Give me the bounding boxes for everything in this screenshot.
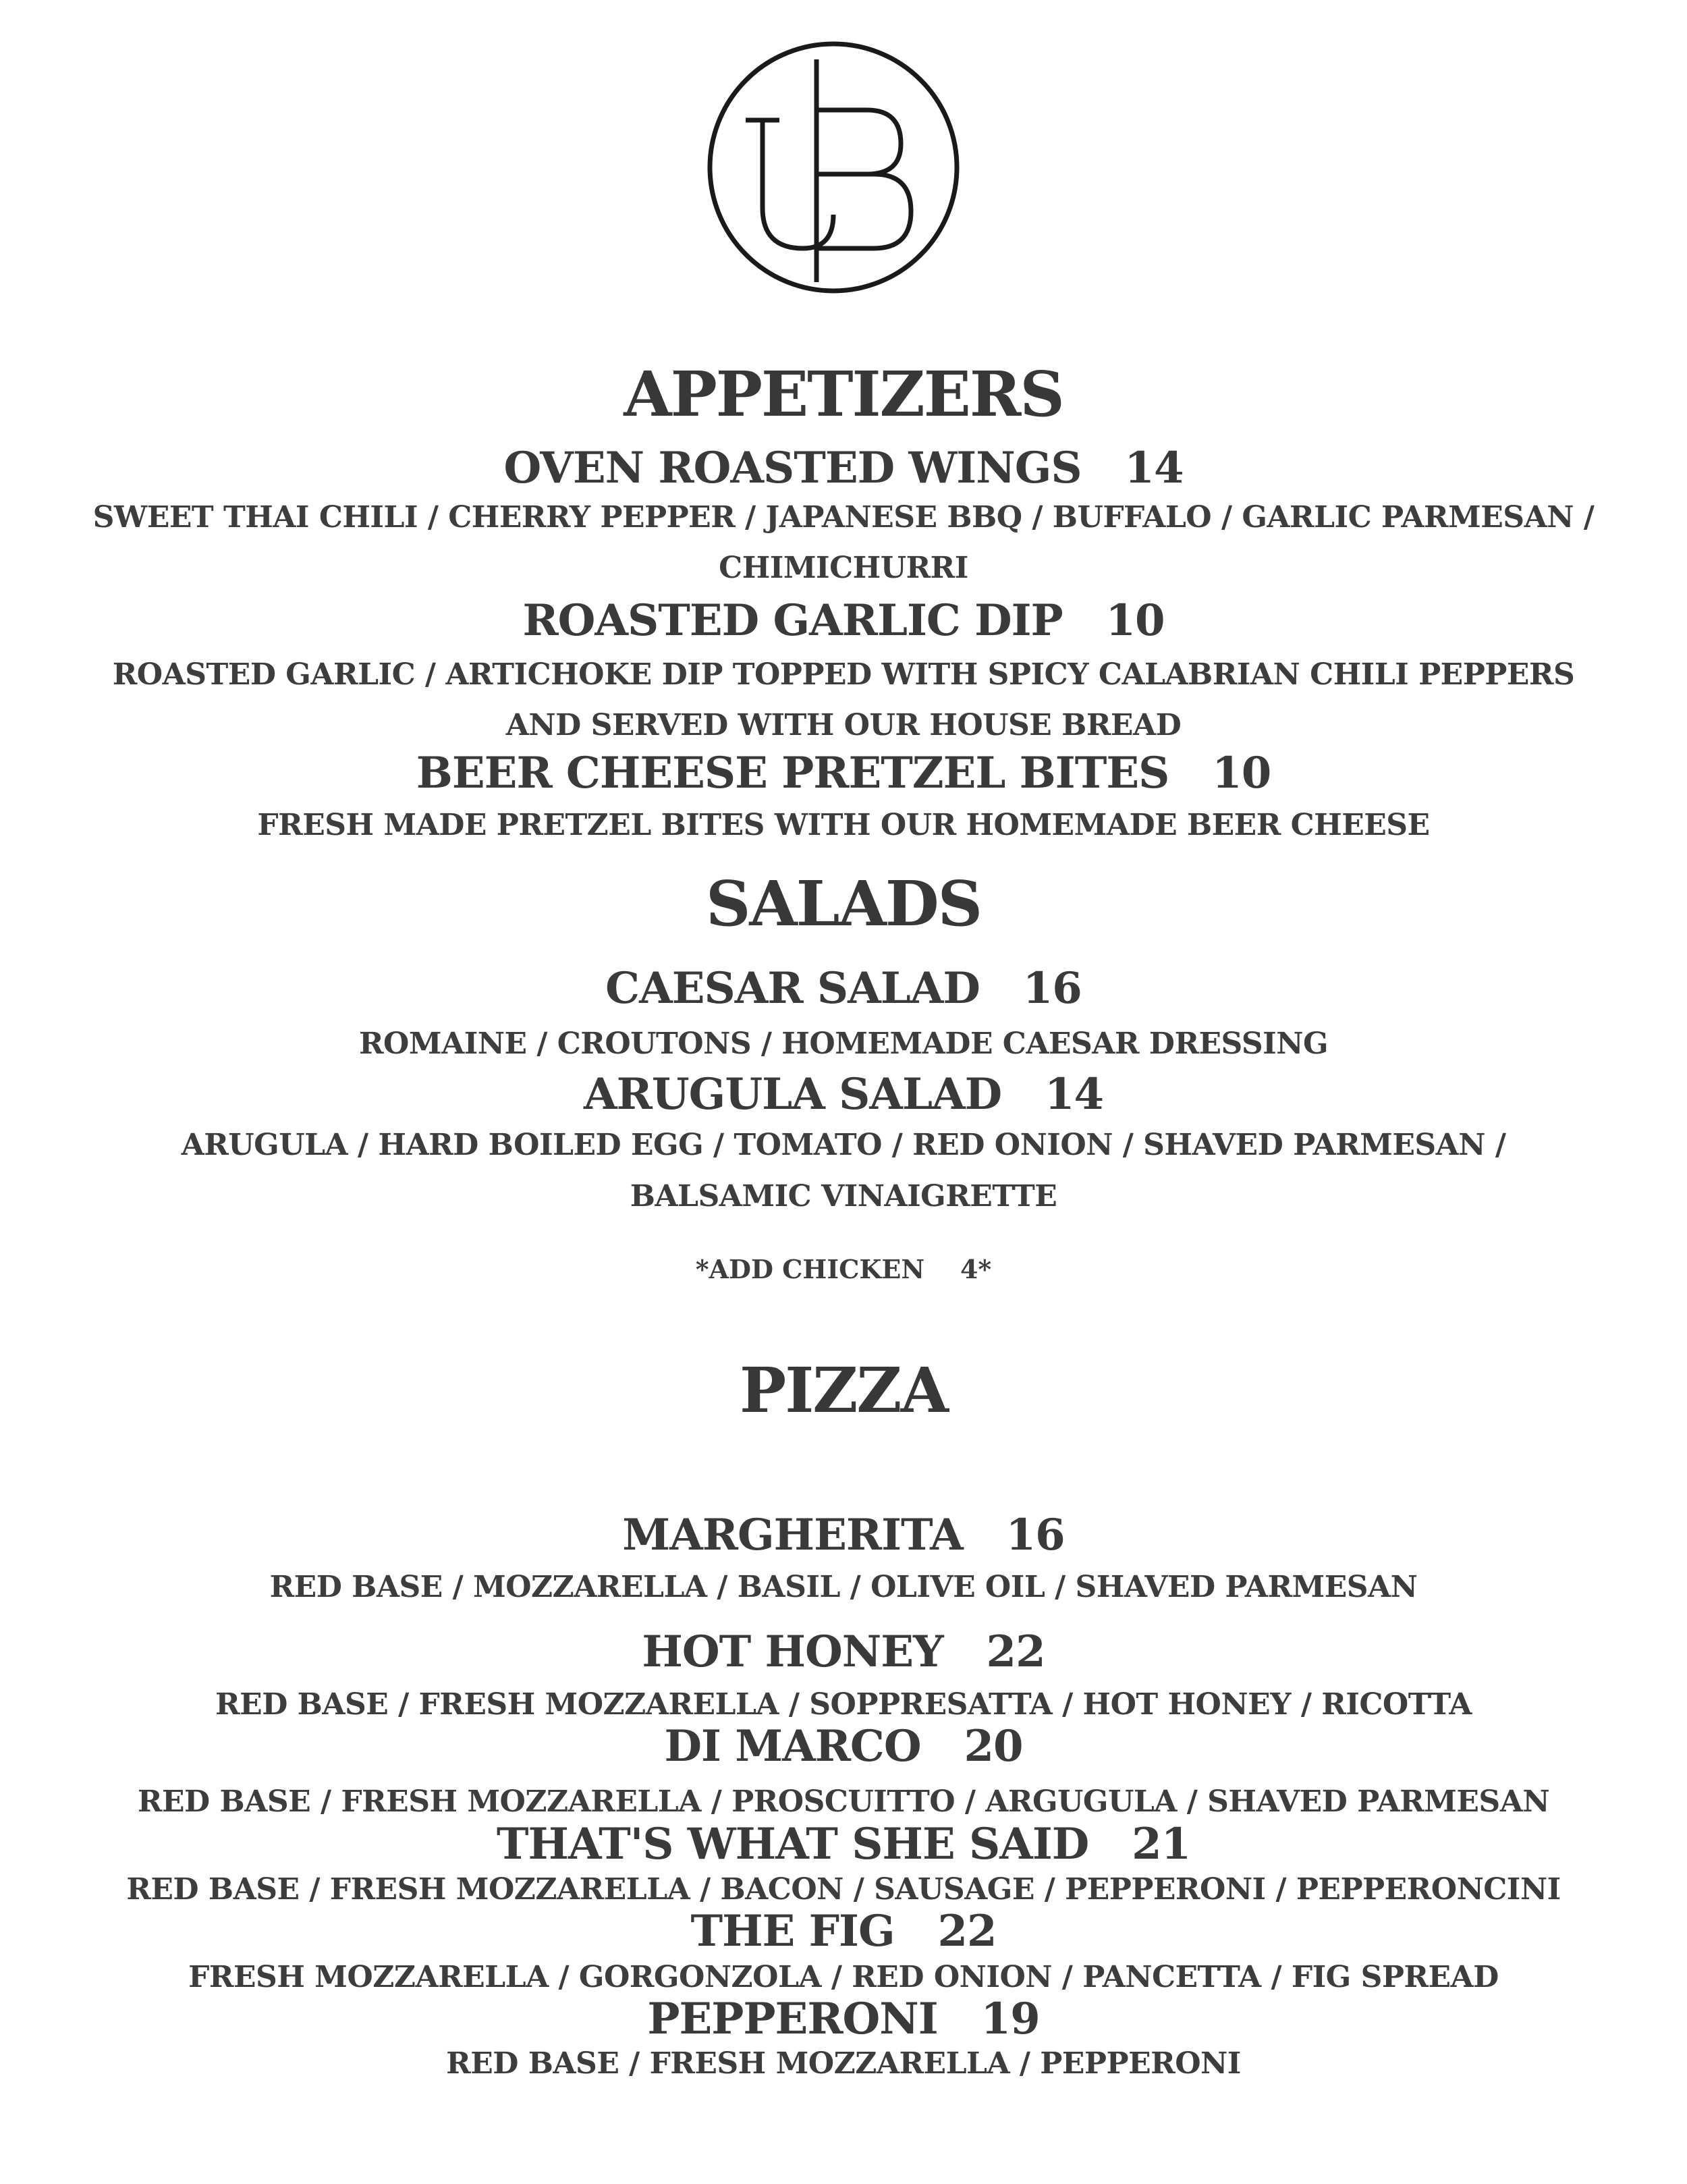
ub-monogram-logo-icon: [705, 39, 962, 296]
menu-item-description: ROASTED GARLIC / ARTICHOKE DIP TOPPED WITH SPICY CALABRIAN CHILI PEPPERS: [112, 657, 1575, 692]
menu-item-name: CAESAR SALAD 16: [605, 963, 1082, 1014]
salads-heading: SALADS: [705, 867, 982, 940]
menu-item-name: THE FIG 22: [690, 1906, 997, 1957]
menu-item-name: MARGHERITA 16: [622, 1510, 1065, 1560]
menu-item-description: ROMAINE / CROUTONS / HOMEMADE CAESAR DRESSING: [358, 1027, 1329, 1061]
menu-item-name: BEER CHEESE PRETZEL BITES 10: [416, 748, 1271, 798]
menu-item-description: RED BASE / FRESH MOZZARELLA / BACON / SAUSAGE / PEPPERONI / PEPPERONCINI: [126, 1872, 1561, 1907]
menu-item-name: ROASTED GARLIC DIP 10: [522, 595, 1165, 646]
menu-item-description: FRESH MADE PRETZEL BITES WITH OUR HOMEMADE BEER CHEESE: [257, 808, 1430, 842]
menu-item-description: RED BASE / MOZZARELLA / BASIL / OLIVE OIL / SHAVED PARMESAN: [269, 1570, 1418, 1604]
menu-item-description: CHIMICHURRI: [719, 551, 968, 585]
appetizers-heading: APPETIZERS: [624, 358, 1063, 431]
pizza-heading: PIZZA: [740, 1354, 947, 1427]
menu-item-description: SWEET THAI CHILI / CHERRY PEPPER / JAPANESE BBQ / BUFFALO / GARLIC PARMESAN /: [92, 500, 1595, 535]
menu-item-name: OVEN ROASTED WINGS 14: [503, 443, 1184, 493]
add-chicken-note: *ADD CHICKEN 4*: [695, 1254, 992, 1284]
menu-item-description: FRESH MOZZARELLA / GORGONZOLA / RED ONION / PANCETTA / FIG SPREAD: [188, 1960, 1499, 1994]
menu-item-name: DI MARCO 20: [664, 1721, 1023, 1772]
menu-item-name: THAT'S WHAT SHE SAID 21: [496, 1819, 1191, 1869]
menu-item-description: RED BASE / FRESH MOZZARELLA / SOPPRESATTA / HOT HONEY / RICOTTA: [215, 1687, 1472, 1722]
menu-item-name: PEPPERONI 19: [647, 1994, 1040, 2044]
menu-item-name: ARUGULA SALAD 14: [584, 1069, 1103, 1120]
menu-item-description: RED BASE / FRESH MOZZARELLA / PROSCUITTO / ARGUGULA / SHAVED PARMESAN: [137, 1784, 1550, 1819]
menu-item-description: RED BASE / FRESH MOZZARELLA / PEPPERONI: [446, 2046, 1241, 2081]
menu-item-name: HOT HONEY 22: [642, 1627, 1045, 1677]
menu-item-description: ARUGULA / HARD BOILED EGG / TOMATO / RED ONION / SHAVED PARMESAN /: [181, 1128, 1506, 1162]
menu-item-description: AND SERVED WITH OUR HOUSE BREAD: [505, 708, 1182, 742]
menu-item-description: BALSAMIC VINAIGRETTE: [630, 1179, 1057, 1213]
